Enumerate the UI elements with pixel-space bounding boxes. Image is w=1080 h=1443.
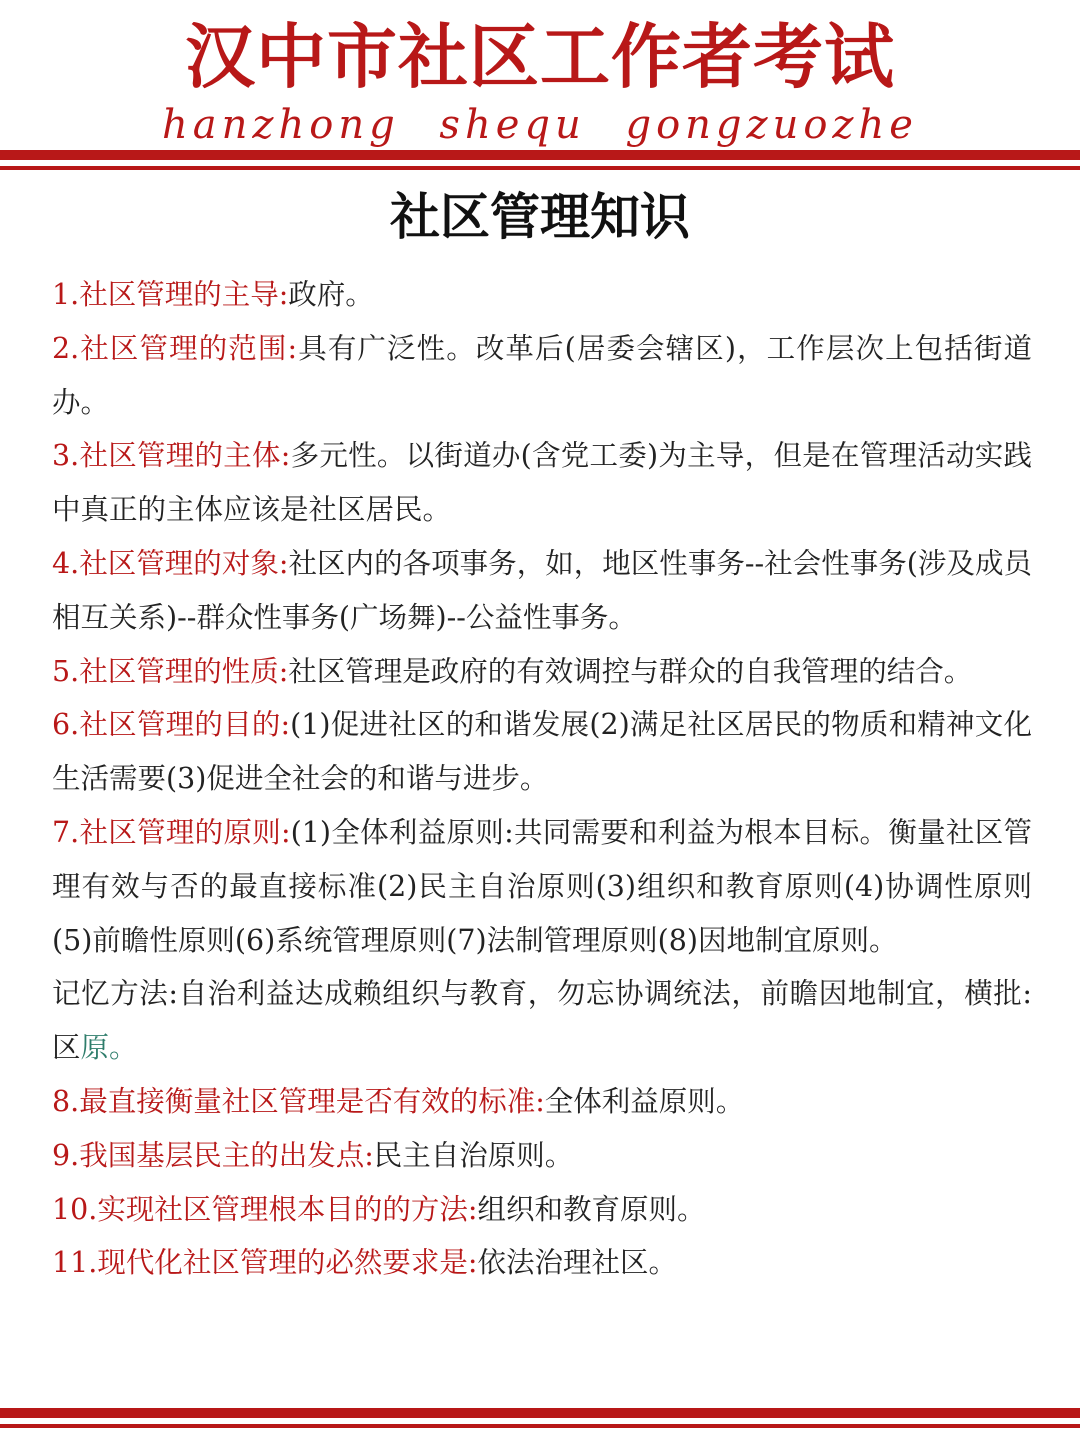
list-item — [52, 645, 1032, 699]
list-item — [52, 268, 1032, 322]
list-item — [52, 698, 1032, 806]
item-label: 8.最直接衡量社区管理是否有效的标准: — [52, 1084, 545, 1118]
list-item — [52, 806, 1032, 967]
item-label: 9.我国基层民主的出发点: — [52, 1138, 374, 1172]
item-label: 11.现代化社区管理的必然要求是: — [52, 1246, 478, 1280]
item-text: 民主自治原则。 — [373, 1138, 574, 1172]
item-label: 5.社区管理的性质: — [52, 654, 289, 688]
item-text: 具有广泛性。改革后(居委会辖区)，工作层次上包括街道办。 — [52, 331, 1032, 419]
item-text: 政府。 — [288, 278, 374, 311]
memory-tip — [52, 967, 1032, 1075]
item-text: 社区管理是政府的有效调控与群众的自我管理的结合。 — [288, 654, 973, 688]
list-item — [52, 322, 1032, 430]
top-divider-thin — [0, 166, 1080, 170]
bottom-divider-thin — [0, 1424, 1080, 1428]
section-title: 社区管理知识 — [390, 188, 690, 246]
list-item — [52, 1183, 1032, 1237]
item-label: 3.社区管理的主体: — [52, 439, 291, 473]
item-text: 组织和教育原则。 — [477, 1192, 706, 1226]
list-item — [52, 1236, 1032, 1290]
item-label: 2.社区管理的范围: — [52, 331, 298, 365]
item-text: 社区内的各项事务，如，地区性事务--社会性事务(涉及成员相互关系)--群众性事务(广场舞)--公益性事务。 — [52, 546, 1032, 634]
item-label: 1.社区管理的主导: — [52, 278, 289, 311]
item-label: 10.实现社区管理根本目的的方法: — [52, 1192, 478, 1226]
item-text: 多元性。以街道办(含党工委)为主导，但是在管理活动实践中真正的主体应该是社区居民。 — [52, 439, 1032, 527]
list-item — [52, 1075, 1032, 1129]
item-label: 6.社区管理的目的: — [52, 708, 291, 742]
item-text: 依法治理社区。 — [477, 1246, 677, 1280]
item-text: (1)全体利益原则:共同需要和利益为根本目标。衡量社区管理有效与否的最直接标准(2)民主自治原则(3)组织和教育原则(4)协调性原则(5)前瞻性原则(6)系统管理原则(7)法制管理原则(8)因地制宜原则。 — [52, 815, 1032, 957]
top-divider-thick — [0, 150, 1080, 160]
item-text: 全体利益原则。 — [544, 1084, 745, 1118]
item-label: 4.社区管理的对象: — [52, 546, 289, 580]
item-text: (1)促进社区的和谐发展(2)满足社区居民的物质和精神文化生活需要(3)促进全社会的和谐与进步。 — [52, 708, 1033, 796]
memory-highlight: 原。 — [80, 1031, 138, 1065]
list-item — [52, 429, 1032, 537]
item-label: 7.社区管理的原则: — [52, 815, 291, 849]
knowledge-list — [52, 268, 1032, 1290]
bottom-divider-thick — [0, 1408, 1080, 1418]
main-title: 汉中市社区工作者考试 — [185, 16, 895, 98]
list-item — [52, 537, 1032, 645]
pinyin-subtitle: hanzhong shequ gongzuozhe — [162, 102, 918, 148]
list-item — [52, 1129, 1032, 1183]
memory-text: 记忆方法:自治利益达成赖组织与教育，勿忘协调统法，前瞻因地制宜，横批:区 — [52, 977, 1032, 1065]
